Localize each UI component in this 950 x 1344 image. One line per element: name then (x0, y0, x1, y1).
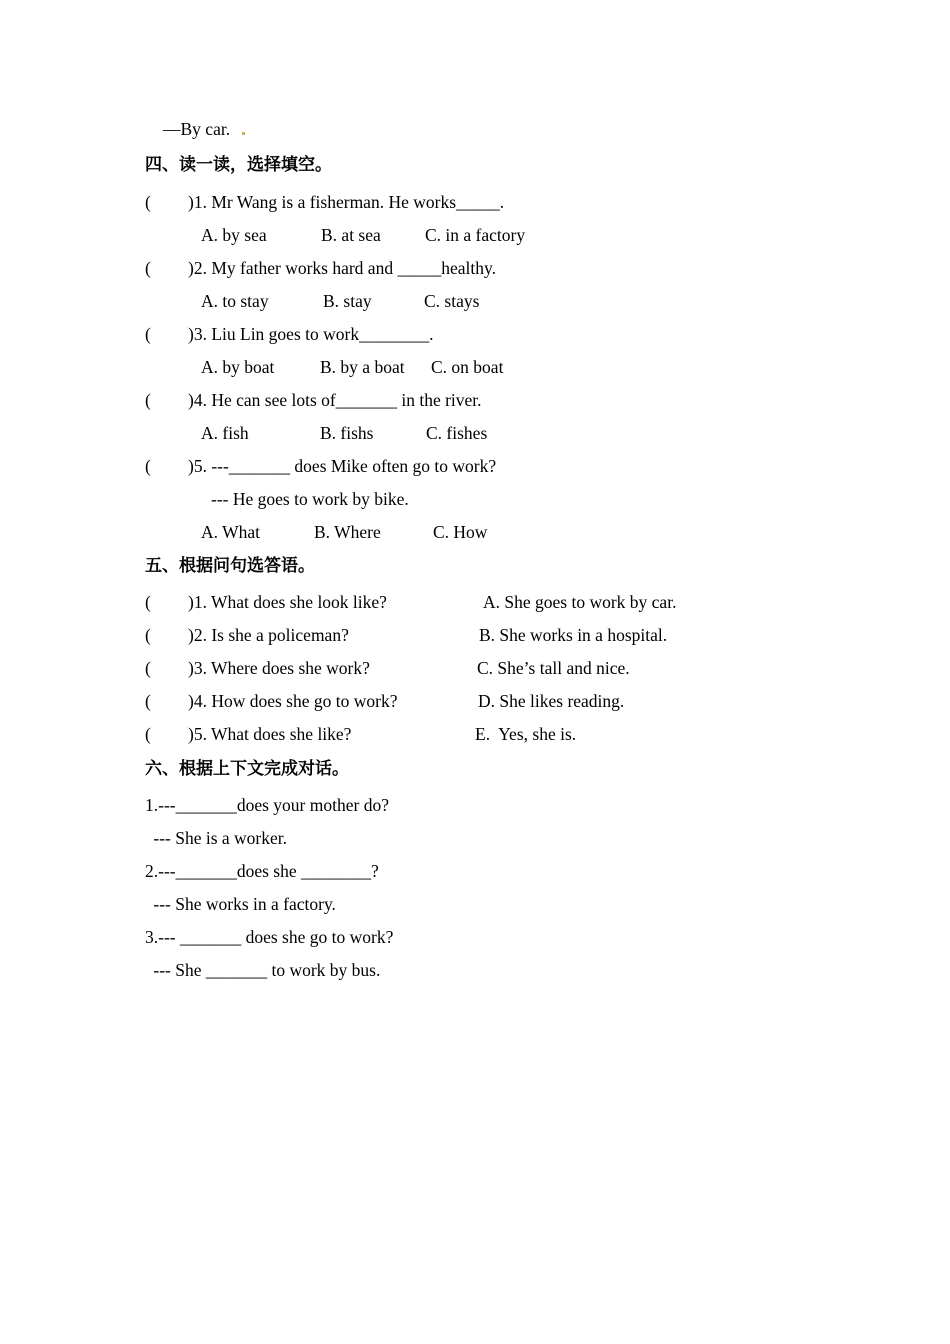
answer-paren: ( (145, 691, 151, 711)
option-b: B. by a boat (320, 357, 405, 377)
question-stem: )1. Mr Wang is a fisherman. He works_____. (188, 192, 505, 212)
answer-paren: ( (145, 592, 151, 612)
match-answer: B. She works in a hospital. (479, 625, 668, 645)
answer-paren: ( (145, 456, 151, 476)
top-answer (163, 118, 246, 140)
option-b: B. at sea (321, 225, 381, 245)
dialogue-question: 1.---_______does your mother do? (145, 795, 389, 815)
match-question: )5. What does she like? (188, 724, 352, 744)
match-answer: E. Yes, she is. (475, 724, 577, 744)
question-stem: )5. ---_______ does Mike often go to work? (188, 456, 497, 476)
top-answer-text: —By car. (163, 119, 231, 139)
match-question: )3. Where does she work? (188, 658, 370, 678)
match-question: )2. Is she a policeman? (188, 625, 349, 645)
question-stem: )4. He can see lots of_______ in the river. (188, 390, 482, 410)
answer-paren: ( (145, 324, 151, 344)
option-b: B. stay (323, 291, 372, 311)
dialogue-question: 3.--- _______ does she go to work? (145, 927, 394, 947)
option-b: B. fishs (320, 423, 374, 443)
answer-paren: ( (145, 625, 151, 645)
option-b: B. Where (314, 522, 381, 542)
option-c: C. fishes (426, 423, 488, 443)
answer-paren: ( (145, 658, 151, 678)
section5-heading: 五、根据问句选答语。 (145, 556, 315, 576)
option-a: A. by sea (201, 225, 267, 245)
match-question: )1. What does she look like? (188, 592, 387, 612)
answer-paren: ( (145, 390, 151, 410)
answer-paren: ( (145, 258, 151, 278)
option-c: C. in a factory (425, 225, 526, 245)
option-a: A. What (201, 522, 260, 542)
question-stem: )3. Liu Lin goes to work________. (188, 324, 434, 344)
option-a: A. to stay (201, 291, 269, 311)
option-a: A. by boat (201, 357, 275, 377)
dialogue-question: 2.---_______does she ________? (145, 861, 379, 881)
match-answer: D. She likes reading. (478, 691, 625, 711)
option-c: C. stays (424, 291, 480, 311)
answer-line: --- He goes to work by bike. (211, 489, 409, 509)
option-a: A. fish (201, 423, 249, 443)
artifact-mark (242, 132, 245, 135)
match-answer: A. She goes to work by car. (483, 592, 677, 612)
dialogue-answer: --- She is a worker. (149, 828, 288, 848)
dialogue-answer: --- She _______ to work by bus. (149, 960, 381, 980)
match-answer: C. She’s tall and nice. (477, 658, 630, 678)
section6-heading: 六、根据上下文完成对话。 (145, 759, 349, 779)
question-stem: )2. My father works hard and _____healthy. (188, 258, 496, 278)
match-question: )4. How does she go to work? (188, 691, 398, 711)
option-c: C. on boat (431, 357, 504, 377)
dialogue-answer: --- She works in a factory. (149, 894, 336, 914)
answer-paren: ( (145, 724, 151, 744)
answer-paren: ( (145, 192, 151, 212)
section4-heading: 四、读一读，选择填空。 (145, 155, 332, 175)
option-c: C. How (433, 522, 488, 542)
